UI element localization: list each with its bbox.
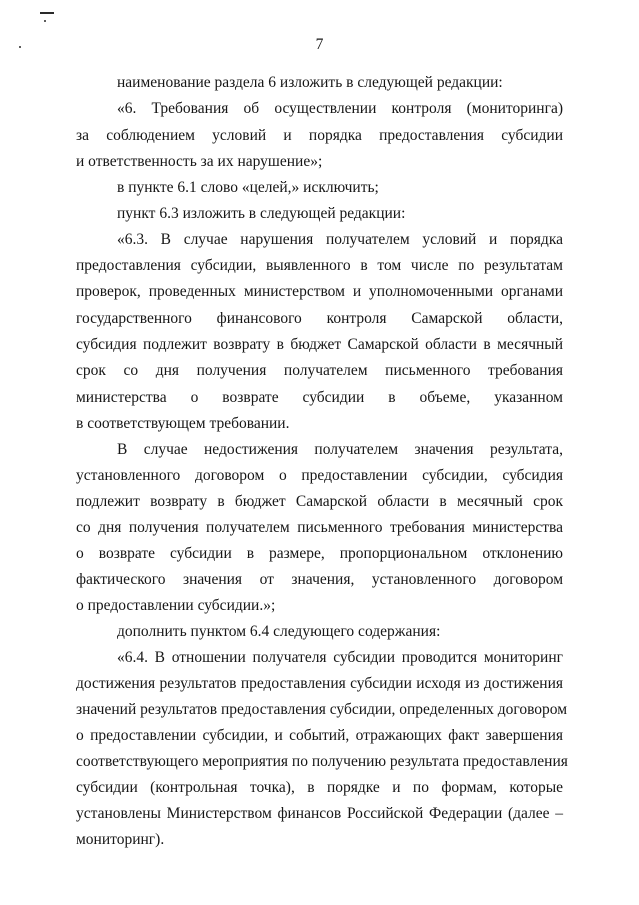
text-line: установлены Министерством финансов Российской Федерации (далее – (76, 805, 563, 822)
text-line: В случае недостижения получателем значения результата, (117, 441, 563, 458)
page-number: 7 (315, 36, 324, 53)
text-line: срок со дня получения получателем письменного требования (76, 362, 563, 379)
text-line: «6.3. В случае нарушения получателем условий и порядка (117, 231, 563, 248)
text-line: значений результатов предоставления субсидии, определенных договором (76, 701, 568, 718)
text-line: в соответствующем требовании. (76, 415, 290, 432)
text-line: пункт 6.3 изложить в следующей редакции: (117, 205, 406, 222)
scan-mark (40, 12, 54, 14)
text-line: дополнить пунктом 6.4 следующего содержания: (117, 623, 441, 640)
text-line: о возврате субсидии в размере, пропорциональном отклонению (76, 545, 563, 562)
text-line: достижения результатов предоставления субсидии исходя из достижения (76, 675, 563, 692)
text-line: и ответственность за их нарушение»; (76, 153, 323, 170)
scan-mark (44, 20, 46, 22)
text-line: о предоставлении субсидии.»; (76, 597, 276, 614)
text-line: фактического значения от значения, установленного договором (76, 571, 563, 588)
text-line: «6. Требования об осуществлении контроля (мониторинга) (117, 100, 563, 117)
text-line: со дня получения получателем письменного требования министерства (76, 519, 563, 536)
text-line: наименование раздела 6 изложить в следующей редакции: (117, 74, 503, 91)
text-line: субсидия подлежит возврату в бюджет Самарской области в месячный (76, 336, 563, 353)
text-line: мониторинг). (76, 831, 165, 848)
text-line: о предоставлении субсидии, и событий, отражающих факт завершения (76, 727, 563, 744)
text-line: проверок, проведенных министерством и уполномоченными органами (76, 283, 563, 300)
text-line: в пункте 6.1 слово «целей,» исключить; (117, 179, 379, 196)
text-line: предоставления субсидии, выявленного в том числе по результатам (76, 257, 563, 274)
text-line: подлежит возврату в бюджет Самарской области в месячный срок (76, 493, 563, 510)
text-line: «6.4. В отношении получателя субсидии проводится мониторинг (117, 649, 563, 666)
text-line: установленного договором о предоставлении субсидии, субсидия (76, 467, 563, 484)
text-line: министерства о возврате субсидии в объеме, указанном (76, 389, 563, 406)
text-line: соответствующего мероприятия по получению результата предоставления (76, 753, 568, 770)
text-line: государственного финансового контроля Самарской области, (76, 310, 563, 327)
text-line: за соблюдением условий и порядка предоставления субсидии (76, 127, 563, 144)
text-line: субсидии (контрольная точка), в порядке и по формам, которые (76, 779, 563, 796)
